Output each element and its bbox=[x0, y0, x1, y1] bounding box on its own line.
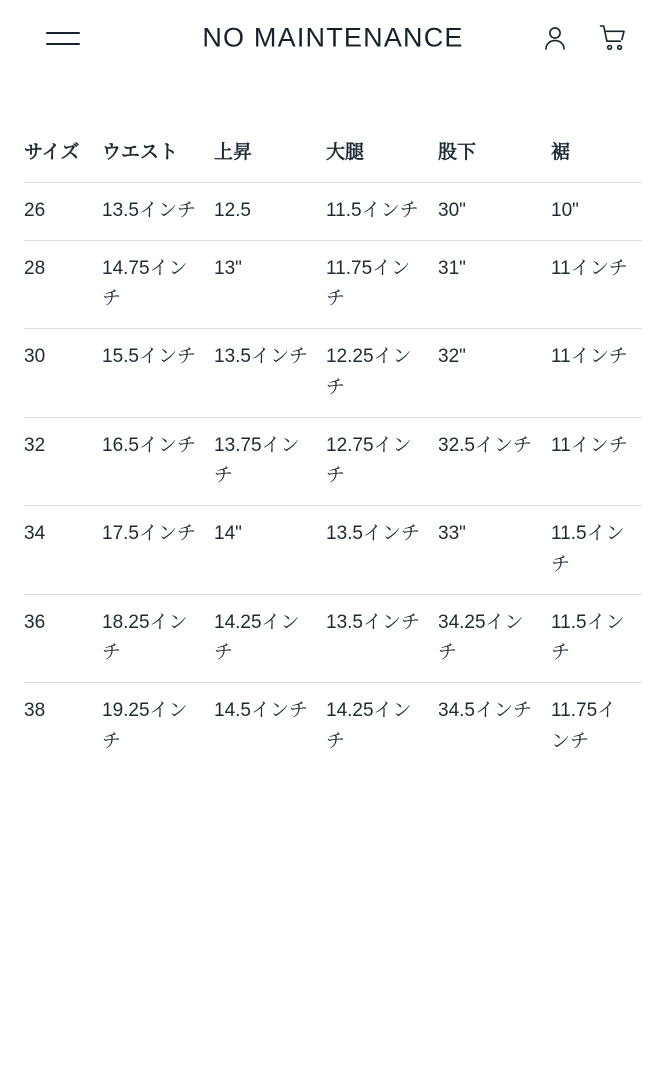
cell-inseam: 30" bbox=[438, 199, 466, 221]
table-row bbox=[24, 240, 642, 329]
header-actions bbox=[542, 23, 628, 53]
cell-size: 34 bbox=[24, 523, 46, 545]
cell-thigh: 12.75インチ bbox=[326, 434, 412, 487]
page-title: NO MAINTENANCE bbox=[202, 22, 464, 53]
cell-thigh: 13.5インチ bbox=[326, 611, 420, 633]
cell-thigh: 13.5インチ bbox=[326, 523, 420, 545]
cell-rise: 14" bbox=[214, 523, 242, 545]
cell-waist: 18.25インチ bbox=[102, 611, 188, 664]
cell-inseam: 34.5インチ bbox=[438, 700, 532, 722]
column-header-size: サイズ bbox=[24, 142, 80, 163]
cell-thigh: 11.75インチ bbox=[326, 257, 411, 310]
cell-waist: 17.5インチ bbox=[102, 523, 196, 545]
cell-hem: 11.5インチ bbox=[551, 611, 625, 664]
cell-size: 26 bbox=[24, 199, 46, 221]
cell-thigh: 11.5インチ bbox=[326, 199, 419, 221]
cell-rise: 12.5 bbox=[214, 199, 251, 221]
cell-waist: 13.5インチ bbox=[102, 199, 196, 221]
cell-waist: 14.75インチ bbox=[102, 257, 188, 310]
table-row bbox=[24, 506, 642, 595]
cell-inseam: 32" bbox=[438, 346, 466, 368]
cell-inseam: 32.5インチ bbox=[438, 434, 532, 456]
cell-rise: 13.75インチ bbox=[214, 434, 300, 487]
table-row bbox=[24, 594, 642, 683]
hamburger-menu-icon[interactable] bbox=[46, 26, 80, 50]
cell-size: 28 bbox=[24, 257, 46, 279]
cell-thigh: 12.25インチ bbox=[326, 346, 412, 398]
table-header bbox=[24, 76, 642, 182]
cell-rise: 13" bbox=[214, 257, 242, 279]
cell-hem: 11インチ bbox=[551, 434, 628, 456]
cell-size: 38 bbox=[24, 700, 46, 722]
cell-rise: 13.5インチ bbox=[214, 346, 308, 368]
cell-inseam: 34.25インチ bbox=[438, 611, 524, 664]
cell-waist: 19.25インチ bbox=[102, 700, 188, 752]
cell-hem: 10" bbox=[551, 199, 579, 221]
cell-rise: 14.25インチ bbox=[214, 611, 300, 664]
cell-rise: 14.5インチ bbox=[214, 700, 308, 722]
site-header bbox=[0, 0, 666, 76]
column-header-inseam: 股下 bbox=[438, 142, 477, 163]
cell-waist: 16.5インチ bbox=[102, 434, 196, 456]
table-header-row bbox=[24, 76, 642, 182]
table-body bbox=[24, 182, 642, 770]
cell-hem: 11インチ bbox=[551, 257, 628, 279]
table-row bbox=[24, 683, 642, 771]
cell-inseam: 33" bbox=[438, 523, 466, 545]
cell-hem: 11.75インチ bbox=[551, 700, 617, 752]
cell-size: 30 bbox=[24, 346, 46, 368]
menu-bar-bottom bbox=[46, 43, 80, 45]
cell-hem: 11インチ bbox=[551, 346, 628, 368]
cell-size: 32 bbox=[24, 434, 46, 456]
column-header-rise: 上昇 bbox=[214, 142, 253, 163]
size-chart-content bbox=[0, 76, 666, 771]
cell-thigh: 14.25インチ bbox=[326, 700, 412, 752]
cell-size: 36 bbox=[24, 611, 46, 633]
shopping-cart-icon[interactable] bbox=[598, 23, 628, 53]
table-row bbox=[24, 417, 642, 506]
column-header-thigh: 大腿 bbox=[326, 142, 365, 163]
column-header-waist: ウエスト bbox=[102, 142, 179, 163]
account-person-icon[interactable] bbox=[542, 24, 568, 52]
table-row bbox=[24, 329, 642, 418]
table-row bbox=[24, 182, 642, 240]
column-header-hem: 裾 bbox=[551, 142, 571, 163]
cell-hem: 11.5インチ bbox=[551, 523, 625, 575]
menu-bar-top bbox=[46, 32, 80, 34]
cell-inseam: 31" bbox=[438, 257, 466, 279]
cell-waist: 15.5インチ bbox=[102, 346, 196, 368]
size-chart-table bbox=[24, 76, 642, 771]
